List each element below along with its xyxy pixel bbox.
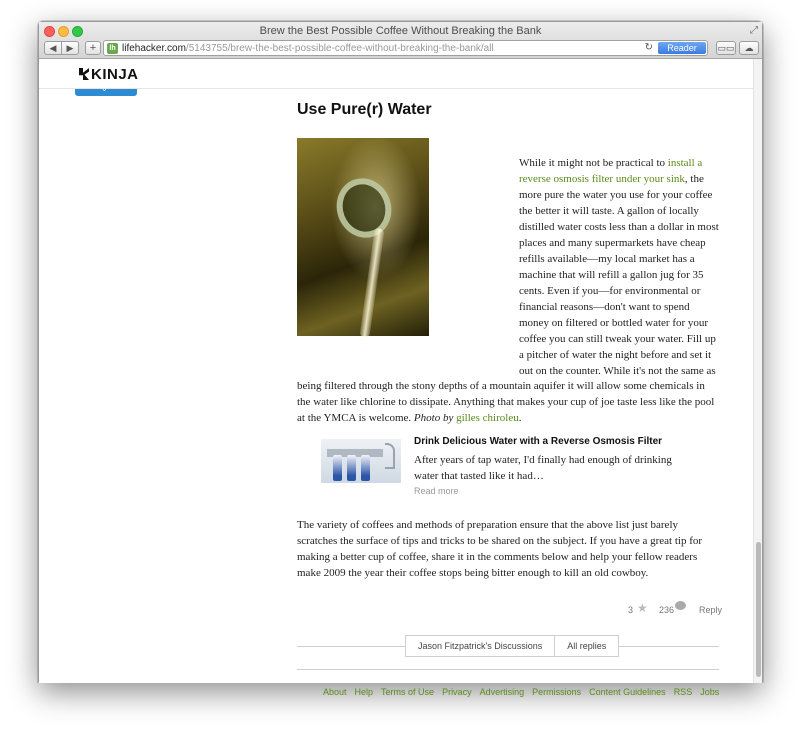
related-thumbnail[interactable] — [321, 439, 401, 483]
post-stats — [617, 601, 723, 618]
kinja-logo-text: KINJA — [91, 66, 139, 83]
comment-count: 236 — [659, 605, 675, 615]
like-count: 3 — [628, 605, 634, 615]
reader-button[interactable]: Reader — [658, 42, 706, 54]
footer-link-permissions[interactable]: Permissions — [532, 687, 582, 697]
closing-paragraph: The variety of coffees and methods of preparation ensure that the above list just barely scratches the surface of tips and tricks to be shared on the subject. If you have a great tip for making a better cup of coffee, share it in the comments below and help your fellow readers make 2009 the year their coffee stops being bitter enough to kill an old cowboy. — [297, 519, 703, 579]
reading-list-button[interactable] — [716, 41, 736, 55]
tab-all-replies[interactable]: All replies — [554, 636, 618, 656]
paragraph-text: , the more pure the water you use for your coffee the better it will taste. A gallon of locally distilled water costs less than a dollar in most places and many supermarkets have cheap refills available—my local market has a machine that will refill a gallon jug for 35 cents. Even if you—for environmental or financial reasons—don't want to spend money on filtered or bottled water for your coffee you can still tweak your water. Fill up a pitcher of water the night before and set it out on the counter. While it's not the same as — [519, 173, 719, 377]
icloud-tabs-button[interactable] — [739, 41, 759, 55]
footer-link-advertising[interactable]: Advertising — [479, 687, 525, 697]
footer-link-jobs[interactable]: Jobs — [700, 687, 720, 697]
reply-link[interactable]: Reply — [699, 605, 723, 615]
paragraph-wrapped — [519, 155, 719, 379]
address-bar[interactable] — [103, 40, 708, 56]
kinja-mark-icon — [79, 68, 89, 80]
reload-icon[interactable]: ↻ — [644, 42, 653, 53]
forward-button[interactable] — [61, 41, 79, 55]
water-stream-shape — [359, 228, 384, 338]
kinja-menu-tab[interactable] — [75, 84, 137, 96]
book-icon: ▭▭ — [717, 42, 735, 53]
photo-credit-link[interactable]: gilles chiroleu — [456, 412, 519, 424]
filter-tube-shape — [347, 455, 356, 481]
back-button[interactable] — [44, 41, 62, 55]
star-icon[interactable]: ★ — [637, 601, 648, 615]
fullscreen-icon[interactable]: ⤢ — [750, 25, 758, 36]
plus-icon: + — [89, 42, 97, 54]
paragraph-text: being filtered through the stony depths of a mountain aquifer it will allow some chemicals in the water like chlorine to dissipate. Anything that makes your cup of joe taste less like the pool at the YMCA is welcome. — [297, 380, 715, 424]
window-title: Brew the Best Possible Coffee Without Breaking the Bank — [259, 25, 542, 37]
tab-author-discussions[interactable]: Jason Fitzpatrick's Discussions — [418, 641, 543, 651]
cloud-icon: ☁ — [744, 42, 754, 53]
forward-arrow-icon: ▶ — [66, 42, 74, 53]
footer-link-terms[interactable]: Terms of Use — [381, 687, 435, 697]
section-heading: Use Pure(r) Water — [297, 101, 432, 118]
kinja-logo[interactable] — [79, 66, 139, 83]
footer-link-about[interactable]: About — [323, 687, 347, 697]
read-more-link[interactable]: Read more — [414, 486, 459, 496]
paragraph-continued — [297, 378, 719, 426]
filter-tube-shape — [333, 455, 342, 481]
pouring-water-photo — [297, 138, 429, 336]
scroll-thumb[interactable] — [756, 542, 761, 677]
browser-window — [38, 21, 763, 697]
photo-credit-label: Photo by — [413, 412, 457, 424]
footer-links — [323, 687, 719, 697]
divider — [297, 669, 719, 670]
reverse-osmosis-link[interactable]: install a reverse osmosis filter under your sink — [519, 157, 703, 185]
photo-credit-end: . — [518, 412, 522, 424]
page-content — [39, 59, 754, 697]
discussion-tabs — [405, 635, 619, 657]
faucet-shape — [385, 443, 395, 469]
add-bookmark-button[interactable] — [85, 41, 101, 55]
related-title[interactable]: Drink Delicious Water with a Reverse Osmosis Filter — [414, 436, 663, 447]
comment-bubble-icon[interactable] — [675, 601, 686, 610]
chevron-down-icon: ⌄ — [101, 84, 108, 93]
url-path: /5143755/brew-the-best-possible-coffee-without-breaking-the-bank/all — [185, 42, 494, 54]
related-article-card[interactable] — [321, 436, 701, 496]
footer-link-privacy[interactable]: Privacy — [442, 687, 472, 697]
paragraph-text: While it might not be practical to — [519, 157, 668, 169]
url-host: lifehacker.com — [122, 42, 186, 54]
related-description: After years of tap water, I'd finally had enough of drinking water that tasted like it had… — [414, 454, 672, 482]
site-favicon-icon: lh — [107, 43, 118, 54]
kinja-header — [39, 59, 754, 89]
title-bar — [39, 22, 762, 59]
footer-link-content-guidelines[interactable]: Content Guidelines — [589, 687, 666, 697]
filter-tube-shape — [361, 455, 370, 481]
bottle-shape — [328, 171, 399, 246]
back-arrow-icon: ◀ — [49, 42, 57, 53]
footer-link-rss[interactable]: RSS — [673, 687, 693, 697]
footer-link-help[interactable]: Help — [354, 687, 374, 697]
vertical-scrollbar[interactable] — [753, 59, 762, 683]
